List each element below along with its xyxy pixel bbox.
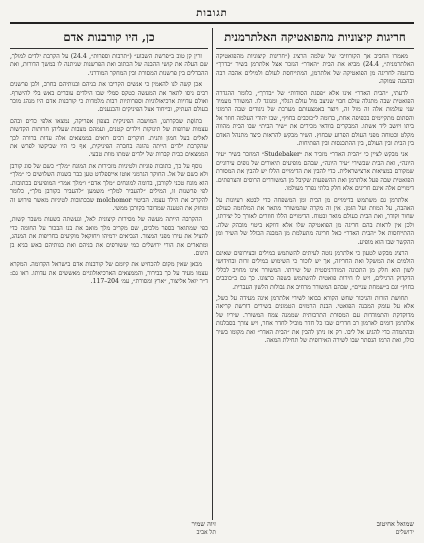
right-signature-name: זיוה שמיר xyxy=(10,520,216,529)
left-paragraph: מכאן שאין מקום להכחיש את קיומם של קורבנות אדם בישראל הקדומה. המקרא עצמו מעיד על כך בבירור, והממצאים הארכיאולוגיים מאששים את עדותו. ראו גם: ד״ר יואל אליצור, ״ארץ ומסורת״, עמ׳ 204–117. xyxy=(10,261,208,286)
right-paragraph: אני מבקש לציין כי ״הבית האדר״ מזכיר את ״Studebaker״ המוזכר בשיר ״עיר היונה״, ואת הבית שבשירי ״עיר היונה״, שבהם מופיעים תיאורים של נופים עירוניים שמקורם במציאות ארצישראלית. כדי להבין את הדימויים הללו יש להבין את המסורת הפואטית שבה פעל אלתרמן ואת ההשפעות שקיבל מן המשוררים הרוסים והצרפתים. דימויים אלה אינם חריגים אלא חלק בלתי נפרד מעולמו. xyxy=(216,151,414,193)
left-title-rule xyxy=(10,48,208,49)
left-signature xyxy=(216,520,414,537)
right-signature-place: תל אביב xyxy=(10,529,216,537)
right-title-rule xyxy=(216,48,414,49)
section-header: תגובות xyxy=(196,8,228,19)
column-divider xyxy=(212,28,213,528)
right-paragraph: הרציג מבקש לטעון כי אלתרמן נוטה לעיתים להשתמש במילים ובצירופים שאינם הולמים את המשקל ואת החריזה, אך יש לזכור כי השימוש במילים זרות ובחידושי לשון הוא חלק מן התכונה המודרניסטית של שירתו. המשורר אינו מחויב לכללי הדקדוק הרגילים, ויש לו חירות פואטית להשתמש בשפה כרצונו. כך גם ב״כוכבים בחוץ״ וגם ב״שמחת עניים״, שבהם המשורר מרחיב את גבולות הלשון העברית. xyxy=(216,249,414,291)
columns xyxy=(10,28,414,528)
right-paragraph: מאמרו החביב אך הקורוזיבי של שלמה הרציג (״חריגות קיצוניות מהפואטיקה האלתרמנית״, 24.4) מביא את הבית ״האדר״ הנזכר אצל אלתרמן בשיר ״בדרך״ כדוגמה לחריגה מן הפואטיקה של אלתרמן, המתייחסת לעולם ולמילים אהבה רבה ובהבנה עמוקה. xyxy=(216,53,414,86)
left-signature-place: ירושלים xyxy=(216,529,414,537)
right-paragraph: אלתרמן גם משתמש בדימויים מן הבית ומן המשפחה כדי לבטא רעיונות על האהבה, על המוות ועל הזמן. אין זה מקרה שהמשורר מתאר את המלחמה כעולם שחור וקודר, ואת הבית כעולם מואר ובטוח. הדימויים הללו חוזרים לאורך כל יצירתו, ולכן אין לראות בהם חריגה מן הפואטיקה שלו אלא דווקא ביטוי מובהק שלה. ההתייחסות אל ״הבית האדר״ כאל חריגה מתעלמת מן המבנה הכולל של השיר ומן ההקשר שבו הוא מופיע. xyxy=(216,196,414,246)
left-paragraph: בתוֹפֶת שבקרתגו, המושבה הפיניקית בצפון אפריקה, נמצאו אלפי כדים ובהם עצמות שרופות של תינוקות וילדים קטנים, ועמהם מצבות שעליהן חרותות הקדשות לאלים בעל חמון ותנית. חוקרים רבים רואים בממצאים אלה עדות ברורה לכך שהקרבת ילדים הייתה נהוגה בחברה הפיניקית, אף כי היו שביקשו לפרש את הממצאים כבית קברות של ילדים שמתו מוות טבעי. xyxy=(10,117,208,159)
right-paragraph: תחושת הזרות והניכור שחש הקורא בבואו לשירי אלתרמן אינה מעידה על כשל, אלא על עומק המבנה הפואטי. הבנת הרמזים הטמונים בשירים דורשת קריאה מדוקדקת והתמודדות עם המסורת התרבותית שממנה צמח המשורר. שיריו של אלתרמן דומים לארמון רב חדרים שבו כל חדר מוביל לחדר אחר, ויש צורך בסבלנות ובהתמדה כדי להגיע אל ליבו. רק אז ניתן להבין את ״הבית האדר״ ואת מקומו בשיר כולו, ואת הרמז הנסתר שבו לשירה האירופית של תחילת המאה. xyxy=(216,294,414,344)
header-rule xyxy=(10,22,414,24)
left-paragraph: ההקרבה הייתה מעשה של מסירות קיצונית לאל, ונעשתה בשעות משבר קשות, כפי שמתואר בספר מלכים, שם מקריב מלך מואב את בנו הבכור על החומה כדי להציל את עירו מפני המצור. הנביאים ירמיהו ויחזקאל מוקיעים בחריפות את המנהג, ומתארים את הורי ירושלים כמי ששורפים את בניהם ואת בנותיהם באש בגיא בן הינום. xyxy=(10,216,208,257)
signatures-row xyxy=(10,520,414,537)
right-signature xyxy=(10,520,216,537)
left-paragraph: נוסף על כך, כתובות פוניות ולטיניות מזכירות את המונח ״מלך״ כשם של סוג קורבן ולא כשם של אל. החוקר הגרמני אוטו אייספלדט טען כבר בשנות השלושים כי ״מלך״ הוא מונח טכני לקורבן, בדומה למונחים ״מלך אדם״ ו״מלך אמר״ המופיעים בכתובות. לפי פרשנות זו, המילים ״להעביר למלך״ משמען ״להעביר כקורבן מלך״, כלומר להקריב את הילד עצמו. הביטוי molchomor שבכתובות לטיניות מאשר פירוש זה ומחזק את הטענה שמדובר בקורבן ממשי. xyxy=(10,162,208,212)
right-column-article xyxy=(216,28,414,528)
right-paragraph: לדעתי, ״הבית האדר״ אינו אלא ״פסגת הסודות״ של ״בדרך״, כלומר ההגדרה הפואטית שבה מתגלה עולם חבוי שניצב מול עולם הגלוי, ומנוגד לו. המשורר מעמיד שני עולמות אלה זה מול זה, ויוצר באמצעותם מערכת של ניגודים שבה הרמוני והסתום מתקיימים בכפיפה אחת, בדומה ל״כוכבים בחוץ״, שבו יהודי העלמה חוזר אל ביתו ויושב ליד אשתו. המבקרים בוודאי מכירים את ״שיר הבית״ שבו הבית מהווה מקלט ובטוחה מפני העולם הפרוע שבחוץ. השיר מבקש להראות כיצד מתנהל האדם בין הבית ובין העולם, בין ההתכנסות ובין הפתיחות. xyxy=(216,89,414,148)
right-article-title: חריגות קיצוניות מהפואטיקה האלתרמנית xyxy=(224,30,406,44)
left-column-article xyxy=(10,28,208,528)
left-article-title: כן, היו קורבנות אדם xyxy=(63,30,155,44)
left-paragraph: אכן קשה לנו להאמין כי אנשים הקריבו את בניהם ובנותיהם בחרב, ולכן פרשנים רבים ניסו לתאר את המעשה כטקס סמלי שבו הילדים עוברים באש בלי להישרף. ואולם עדויות ארכיאולוגיות וספרותיות רבות מלמדות כי קורבנות אדם היו מנהג מוכר בעולם העתיק, ובייחוד אצל הפיניקים והכנענים. xyxy=(10,81,208,114)
left-signature-name: שמואל אחיטוב xyxy=(216,520,414,529)
left-paragraph: זרין קן טוב ב״פרשת השבוע״ (״תרבות וספרות״, 24.4) על הקרבת ילדים למולך, שם העלה את קושי ההבנה של הכתוב ואת הפרשנות שניתנה לו במשך הדורות, ואת ההבדלים בין פרשנות המסורת ובין המחקר המודרני. xyxy=(10,53,208,77)
